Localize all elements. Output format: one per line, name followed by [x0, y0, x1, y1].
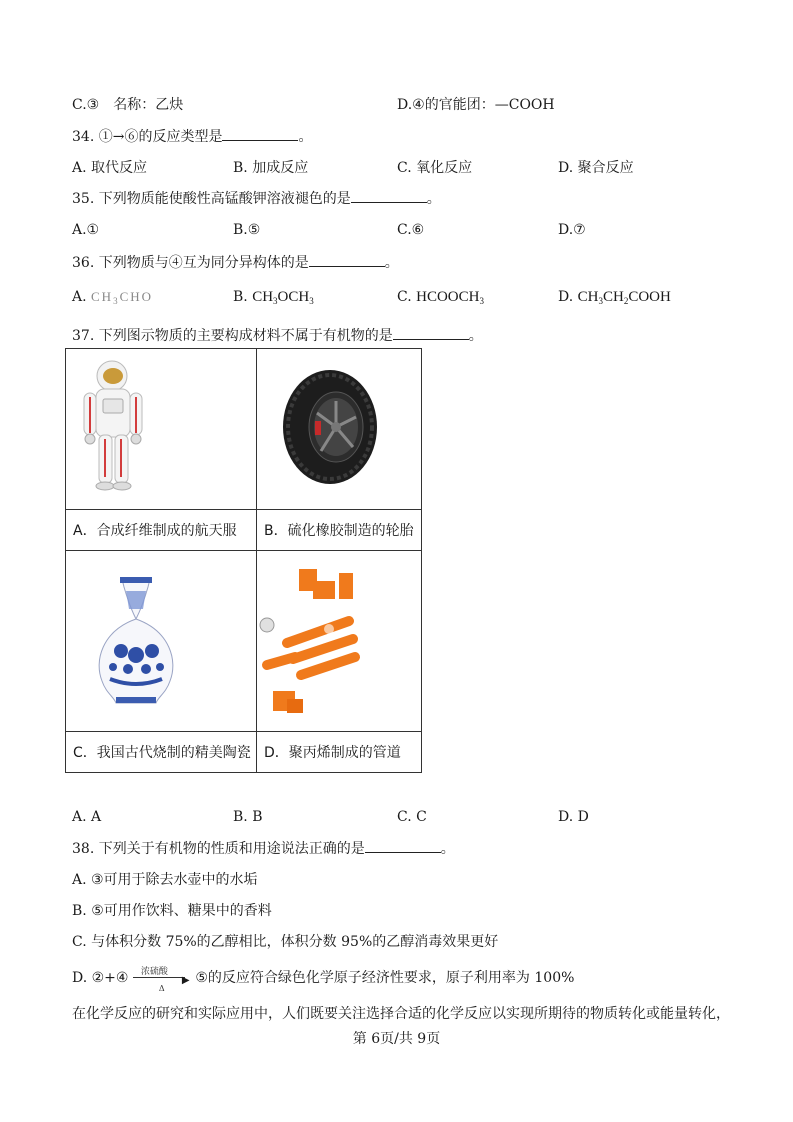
pipes-image-cell	[257, 551, 422, 732]
q38-d-suffix: ⑤的反应符合绿色化学原子经济性要求，原子利用率为 100%	[195, 970, 575, 986]
vase-image-cell	[66, 551, 257, 732]
q36-stem-text: 36. 下列物质与④互为同分异构体的是	[72, 255, 309, 271]
answer-blank[interactable]	[365, 840, 441, 853]
q35-stem	[72, 190, 441, 208]
answer-blank[interactable]	[393, 327, 469, 340]
q34-end: 。	[298, 129, 313, 145]
formula-ch3ch2cooh: $CH_3CH_2COOH$	[577, 289, 671, 306]
q37-image-table	[65, 348, 422, 773]
arrow-head: ▶	[181, 975, 190, 986]
q34-stem	[72, 128, 312, 146]
caption-b: B．硫化橡胶制造的轮胎	[257, 510, 422, 551]
answer-blank[interactable]	[222, 128, 298, 141]
tire-icon	[257, 349, 421, 505]
caption-a: A．合成纤维制成的航天服	[66, 510, 257, 551]
q35-stem-text: 35. 下列物质能使酸性高锰酸钾溶液褪色的是	[72, 191, 351, 207]
q38-option-a: A. ③可用于除去水壶中的水垢	[72, 872, 258, 888]
option-label: B.	[233, 289, 248, 305]
continuation-paragraph: 在化学反应的研究和实际应用中，人们既要关注选择合适的化学反应以实现所期待的物质转化或能量转化，	[72, 1006, 730, 1022]
q36-option-b	[233, 288, 314, 310]
q37-end: 。	[468, 328, 483, 344]
formula-ch3cho: $CH_3CHO$	[91, 289, 154, 306]
formula-ch3och3: $CH_3OCH_3$	[252, 289, 314, 306]
formula-hcooch3: $HCOOCH_3$	[416, 289, 484, 306]
q38-end: 。	[440, 841, 455, 857]
caption-c: C．我国古代烧制的精美陶瓷	[66, 732, 257, 773]
arrow-line	[133, 977, 185, 978]
q35-option-a: A.①	[72, 222, 100, 238]
astronaut-image-cell	[66, 349, 257, 510]
caption-d: D．聚丙烯制成的管道	[257, 732, 422, 773]
q34-option-c: C. 氧化反应	[397, 160, 473, 176]
reaction-arrow-icon	[133, 967, 191, 993]
q37-option-c: C. C	[397, 809, 427, 825]
answer-blank[interactable]	[309, 254, 385, 267]
q34-stem-text: 34. ①→⑥的反应类型是	[72, 129, 223, 145]
arrow-condition-bottom: Δ	[158, 984, 165, 993]
q33-option-d: D.④的官能团：—COOH	[397, 97, 555, 113]
q38-stem-text: 38. 下列关于有机物的性质和用途说法正确的是	[72, 841, 365, 857]
option-label: A.	[72, 289, 87, 305]
q36-stem	[72, 254, 399, 272]
tire-image-cell	[257, 349, 422, 510]
q38-d-prefix: D. ②+④	[72, 970, 129, 986]
q35-option-d: D.⑦	[558, 222, 586, 238]
q38-option-b: B. ⑤可用作饮料、糖果中的香料	[72, 903, 272, 919]
q35-option-c: C.⑥	[397, 222, 425, 238]
pipe-fittings-icon	[257, 551, 421, 727]
q35-option-b: B.⑤	[233, 222, 261, 238]
q37-option-d: D. D	[558, 809, 589, 825]
q37-stem	[72, 327, 483, 345]
option-label: D.	[558, 289, 574, 305]
page-footer: 第 6页/共 9页	[352, 1031, 441, 1047]
q33-option-c: C.③ 名称：乙炔	[72, 97, 184, 113]
q38-stem	[72, 840, 455, 858]
q37-option-b: B. B	[233, 809, 263, 825]
answer-blank[interactable]	[351, 190, 427, 203]
porcelain-vase-icon	[66, 551, 256, 727]
q36-end: 。	[384, 255, 399, 271]
q38-option-d	[72, 967, 575, 993]
q38-option-c: C. 与体积分数 75%的乙醇相比，体积分数 95%的乙醇消毒效果更好	[72, 934, 499, 950]
arrow-condition-top: 浓硫酸	[140, 967, 168, 977]
q34-option-a: A. 取代反应	[72, 160, 148, 176]
q36-option-c	[397, 288, 484, 310]
q35-end: 。	[426, 191, 441, 207]
spacesuit-icon	[66, 349, 256, 505]
q36-option-a	[72, 288, 153, 310]
option-label: C.	[397, 289, 412, 305]
q34-option-b: B. 加成反应	[233, 160, 309, 176]
q37-stem-text: 37. 下列图示物质的主要构成材料不属于有机物的是	[72, 328, 393, 344]
q37-option-a: A. A	[72, 809, 102, 825]
q34-option-d: D. 聚合反应	[558, 160, 634, 176]
q36-option-d	[558, 288, 671, 310]
